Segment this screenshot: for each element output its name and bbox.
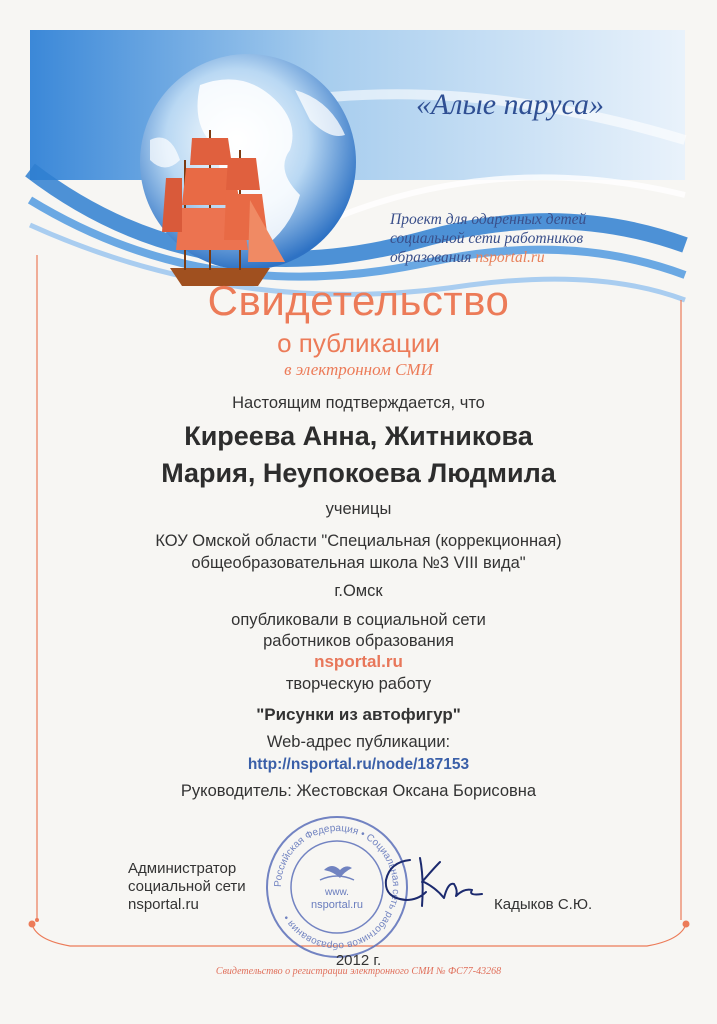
stamp-www: www. <box>325 887 349 898</box>
supervisor: Руководитель: Жестовская Оксана Борисовна <box>180 782 537 800</box>
project-brand-title: «Алые паруса» <box>416 88 604 121</box>
school-name-line: КОУ Омской области "Специальная (коррекционная) <box>155 532 562 550</box>
media-type: в электронном СМИ <box>284 360 433 379</box>
bird-icon <box>320 866 354 880</box>
issue-year: 2012 г. <box>335 952 382 969</box>
published-line: опубликовали в социальной сети <box>231 611 486 629</box>
border-dot <box>29 921 36 928</box>
published-text <box>0 610 717 652</box>
city: г.Омск <box>334 582 383 600</box>
recipient-names-line: Мария, Неупокоева Людмила <box>161 458 556 488</box>
administrator-line: Администратор <box>128 860 237 877</box>
recipient-names-line: Киреева Анна, Житникова <box>184 421 533 451</box>
publication-url-link[interactable]: http://nsportal.ru/node/187153 <box>247 756 470 773</box>
border-dot <box>683 921 690 928</box>
published-line: работников образования <box>263 632 454 650</box>
administrator-line: социальной сети <box>128 878 246 895</box>
stamp-ring-text: Российская Федерация • Социальная сеть работников образования • <box>272 822 402 952</box>
administrator-line: nsportal.ru <box>128 896 199 913</box>
school-name <box>0 530 717 574</box>
work-type: творческую работу <box>285 675 432 693</box>
stamp-site: nsportal.ru <box>311 899 363 911</box>
recipient-role: ученицы <box>325 500 392 518</box>
work-title: "Рисунки из автофигур" <box>256 705 461 724</box>
school-name-line: общеобразовательная школа №3 VIII вида" <box>191 554 526 572</box>
certificate-subtitle: о публикации <box>277 328 440 358</box>
signature-graphic <box>372 848 492 918</box>
project-line-prefix: образования <box>390 249 476 266</box>
project-line: Проект для одаренных детей <box>390 211 587 228</box>
project-line: социальной сети работников <box>390 230 584 247</box>
signatory-name: Кадыков С.Ю. <box>494 896 593 913</box>
confirm-text: Настоящим подтверждается, что <box>232 394 485 412</box>
recipient-names <box>0 418 717 492</box>
registration-number: Свидетельство о регистрации электронного СМИ № ФС77-43268 <box>215 966 502 977</box>
web-address-label: Web-адрес публикации: <box>266 733 451 751</box>
site-name: nsportal.ru <box>314 652 403 671</box>
project-site-link: nsportal.ru <box>475 249 545 266</box>
certificate-title: Свидетельство <box>207 277 510 324</box>
